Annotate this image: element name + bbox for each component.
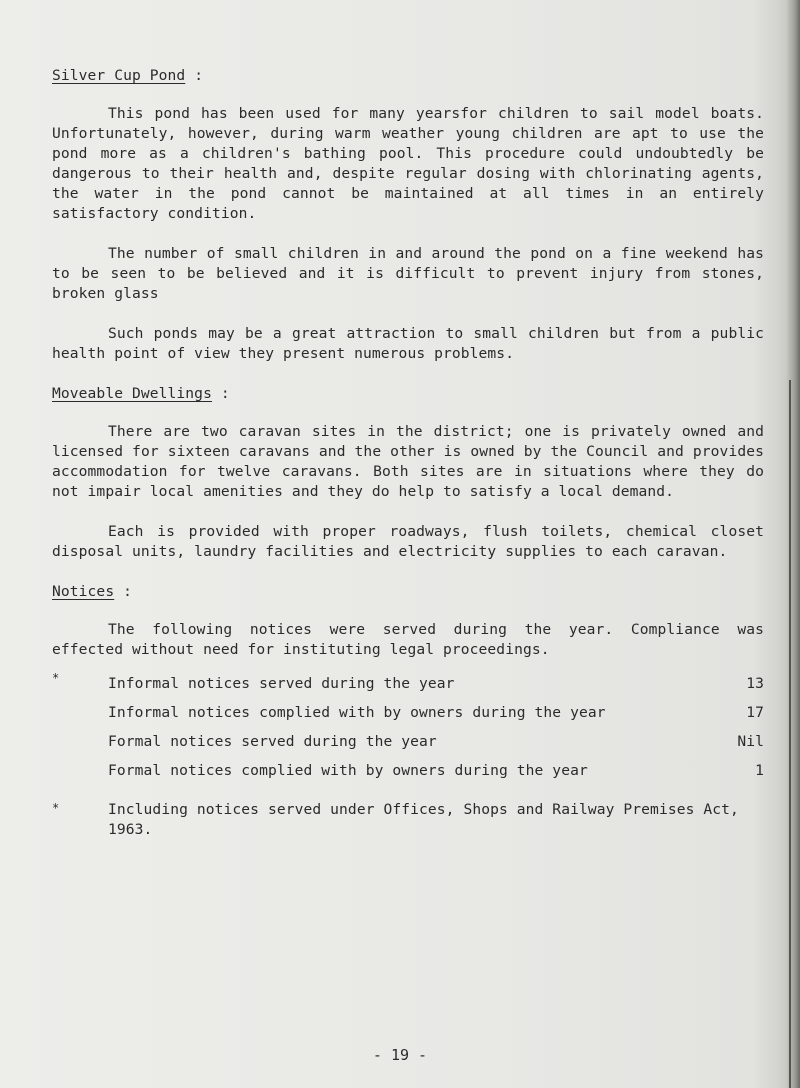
row-label: Informal notices complied with by owners during the year	[108, 704, 606, 721]
section-heading-notices	[52, 582, 764, 602]
paragraph: Each is provided with proper roadways, flush toilets, chemical closet disposal units, laundry facilities and electricity supplies to each caravan.	[52, 523, 764, 560]
row-value: Nil	[737, 733, 764, 750]
paragraph: The number of small children in and around the pond on a fine weekend has to be seen to be believed and it is difficult to prevent injury from stones, broken glass	[52, 245, 764, 302]
section-heading-dwellings	[52, 384, 764, 404]
paragraph: The following notices were served during the year. Compliance was effected without need for instituting legal proceedings.	[52, 621, 764, 658]
asterisk-marker: *	[52, 801, 60, 815]
row-label: Informal notices served during the year	[108, 675, 455, 692]
table-row	[52, 671, 764, 703]
heading-text: Notices	[52, 583, 115, 600]
row-label: Formal notices complied with by owners during the year	[108, 762, 588, 779]
section-heading-pond	[52, 66, 764, 86]
footnote	[52, 800, 764, 840]
paragraph: There are two caravan sites in the district; one is privately owned and licensed for sixteen caravans and the other is owned by the Council and provides accommodation for twelve caravans. Both sites are in situations where they do not impair local amenities and they do help to satisfy a local demand.	[52, 423, 764, 500]
table-row	[52, 703, 764, 732]
heading-colon: :	[220, 385, 230, 402]
heading-colon: :	[123, 583, 132, 600]
table-row	[52, 761, 764, 790]
heading-colon: :	[194, 67, 204, 84]
row-label: Formal notices served during the year	[108, 733, 437, 750]
footnote-text: Including notices served under Offices, Shops and Railway Premises Act, 1963.	[108, 801, 739, 838]
heading-text: Moveable Dwellings	[52, 385, 212, 402]
document-body	[52, 66, 764, 840]
row-value: 13	[746, 675, 764, 692]
asterisk-marker: *	[52, 671, 60, 685]
paragraph: Such ponds may be a great attraction to small children but from a public health point of view they present numerous problems.	[52, 325, 764, 362]
row-value: 17	[746, 704, 764, 721]
page-edge-line	[789, 380, 791, 1088]
notices-table	[52, 671, 764, 790]
table-row	[52, 732, 764, 761]
paragraph: This pond has been used for many yearsfor children to sail model boats. Unfortunately, however, during warm weather young children are apt to use the pond more as a children's bathing pool. This procedure could undoubtedly be dangerous to their health and, despite regular dosing with chlorinating agents, the water in the pond cannot be maintained at all times in an entirely satisfactory condition.	[52, 105, 764, 222]
row-value: 1	[755, 762, 764, 779]
heading-text: Silver Cup Pond	[52, 67, 186, 84]
page-number: - 19 -	[372, 1046, 428, 1064]
